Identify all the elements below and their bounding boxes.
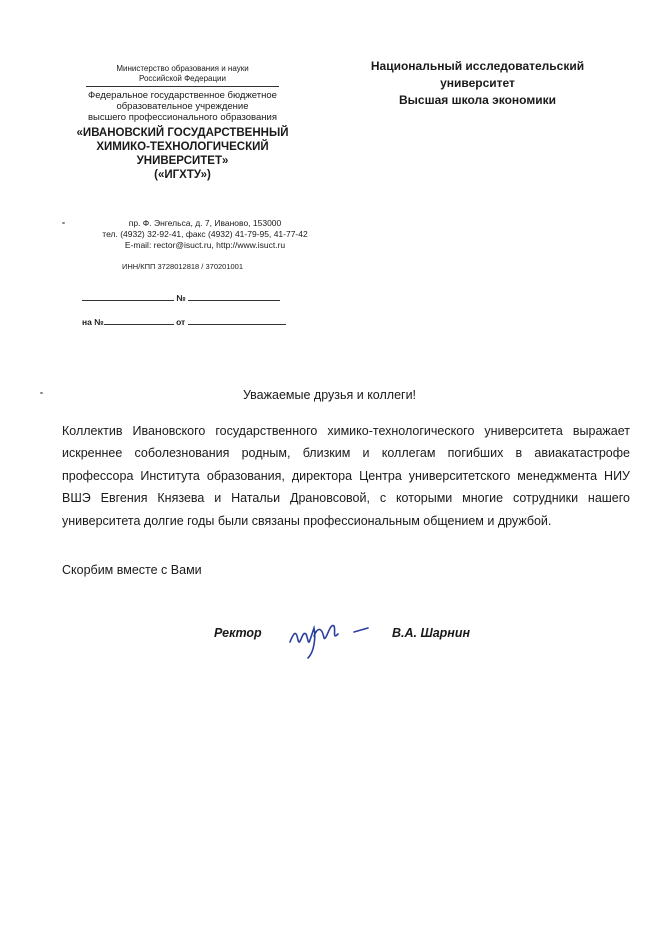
letter-greeting: Уважаемые друзья и коллеги! [242, 388, 417, 402]
letterhead-divider [86, 86, 279, 87]
scan-speck [40, 392, 43, 394]
university-name-line-2: ХИМИКО-ТЕХНОЛОГИЧЕСКИЙ [96, 141, 269, 153]
signatory-name: В.А. Шарнин [392, 626, 471, 640]
recipient-line-1: Национальный исследовательский [370, 59, 585, 73]
sender-inn: ИНН/КПП 3728012818 / 370201001 [121, 262, 244, 271]
ministry-line-2: Российской Федерации [139, 74, 226, 83]
sender-address: пр. Ф. Энгельса, д. 7, Иваново, 153000 [128, 218, 282, 228]
handwritten-signature [280, 612, 375, 660]
reference-date-blank [188, 314, 286, 325]
university-name-line-3: УНИВЕРСИТЕТ» [136, 155, 229, 167]
reference-label: на № [82, 317, 104, 327]
signatory-title: Ректор [214, 626, 262, 640]
outgoing-number-blank [188, 290, 280, 301]
university-short-name: («ИГХТУ») [154, 169, 211, 181]
org-line-3: высшего профессионального образования [88, 112, 277, 123]
sender-phone: тел. (4932) 32-92-41, факс (4932) 41-79-95, 41-77-42 [102, 229, 308, 239]
outgoing-number-row [82, 290, 280, 303]
sender-contacts [50, 218, 360, 251]
letter-body: Коллектив Ивановского государственного химико-технологического университета выражает искреннее соболезнования родным, близким и коллегам погибших в авиакатастрофе профессора Института образования, директора Центра университетского менеджмента НИУ ВШЭ Евгения Князева и Натальи Драновсовой, с которыми многие сотрудники нашего университета долгие годы были связаны профессиональным общением и дружбой. [62, 424, 630, 528]
recipient-block [340, 58, 615, 109]
outgoing-date-blank [82, 290, 174, 301]
sender-letterhead [50, 64, 315, 182]
reference-date-label: от [176, 317, 186, 327]
sender-email: E-mail: rector@isuct.ru, http://www.isuct.ru [124, 240, 286, 250]
ministry-line-1: Министерство образования и науки [116, 64, 249, 73]
reference-row [82, 314, 286, 327]
number-label: № [176, 293, 186, 303]
recipient-line-3: Высшая школа экономики [399, 93, 556, 107]
university-name [50, 126, 315, 182]
university-name-line-1: «ИВАНОВСКИЙ ГОСУДАРСТВЕННЫЙ [76, 127, 289, 139]
recipient-line-2: университет [440, 76, 515, 90]
org-line-2: образовательное учреждение [116, 101, 249, 112]
reference-number-blank [104, 314, 174, 325]
letter-closing: Скорбим вместе с Вами [62, 563, 202, 577]
org-line-1: Федеральное государственное бюджетное [88, 90, 277, 101]
scan-speck [62, 222, 65, 224]
